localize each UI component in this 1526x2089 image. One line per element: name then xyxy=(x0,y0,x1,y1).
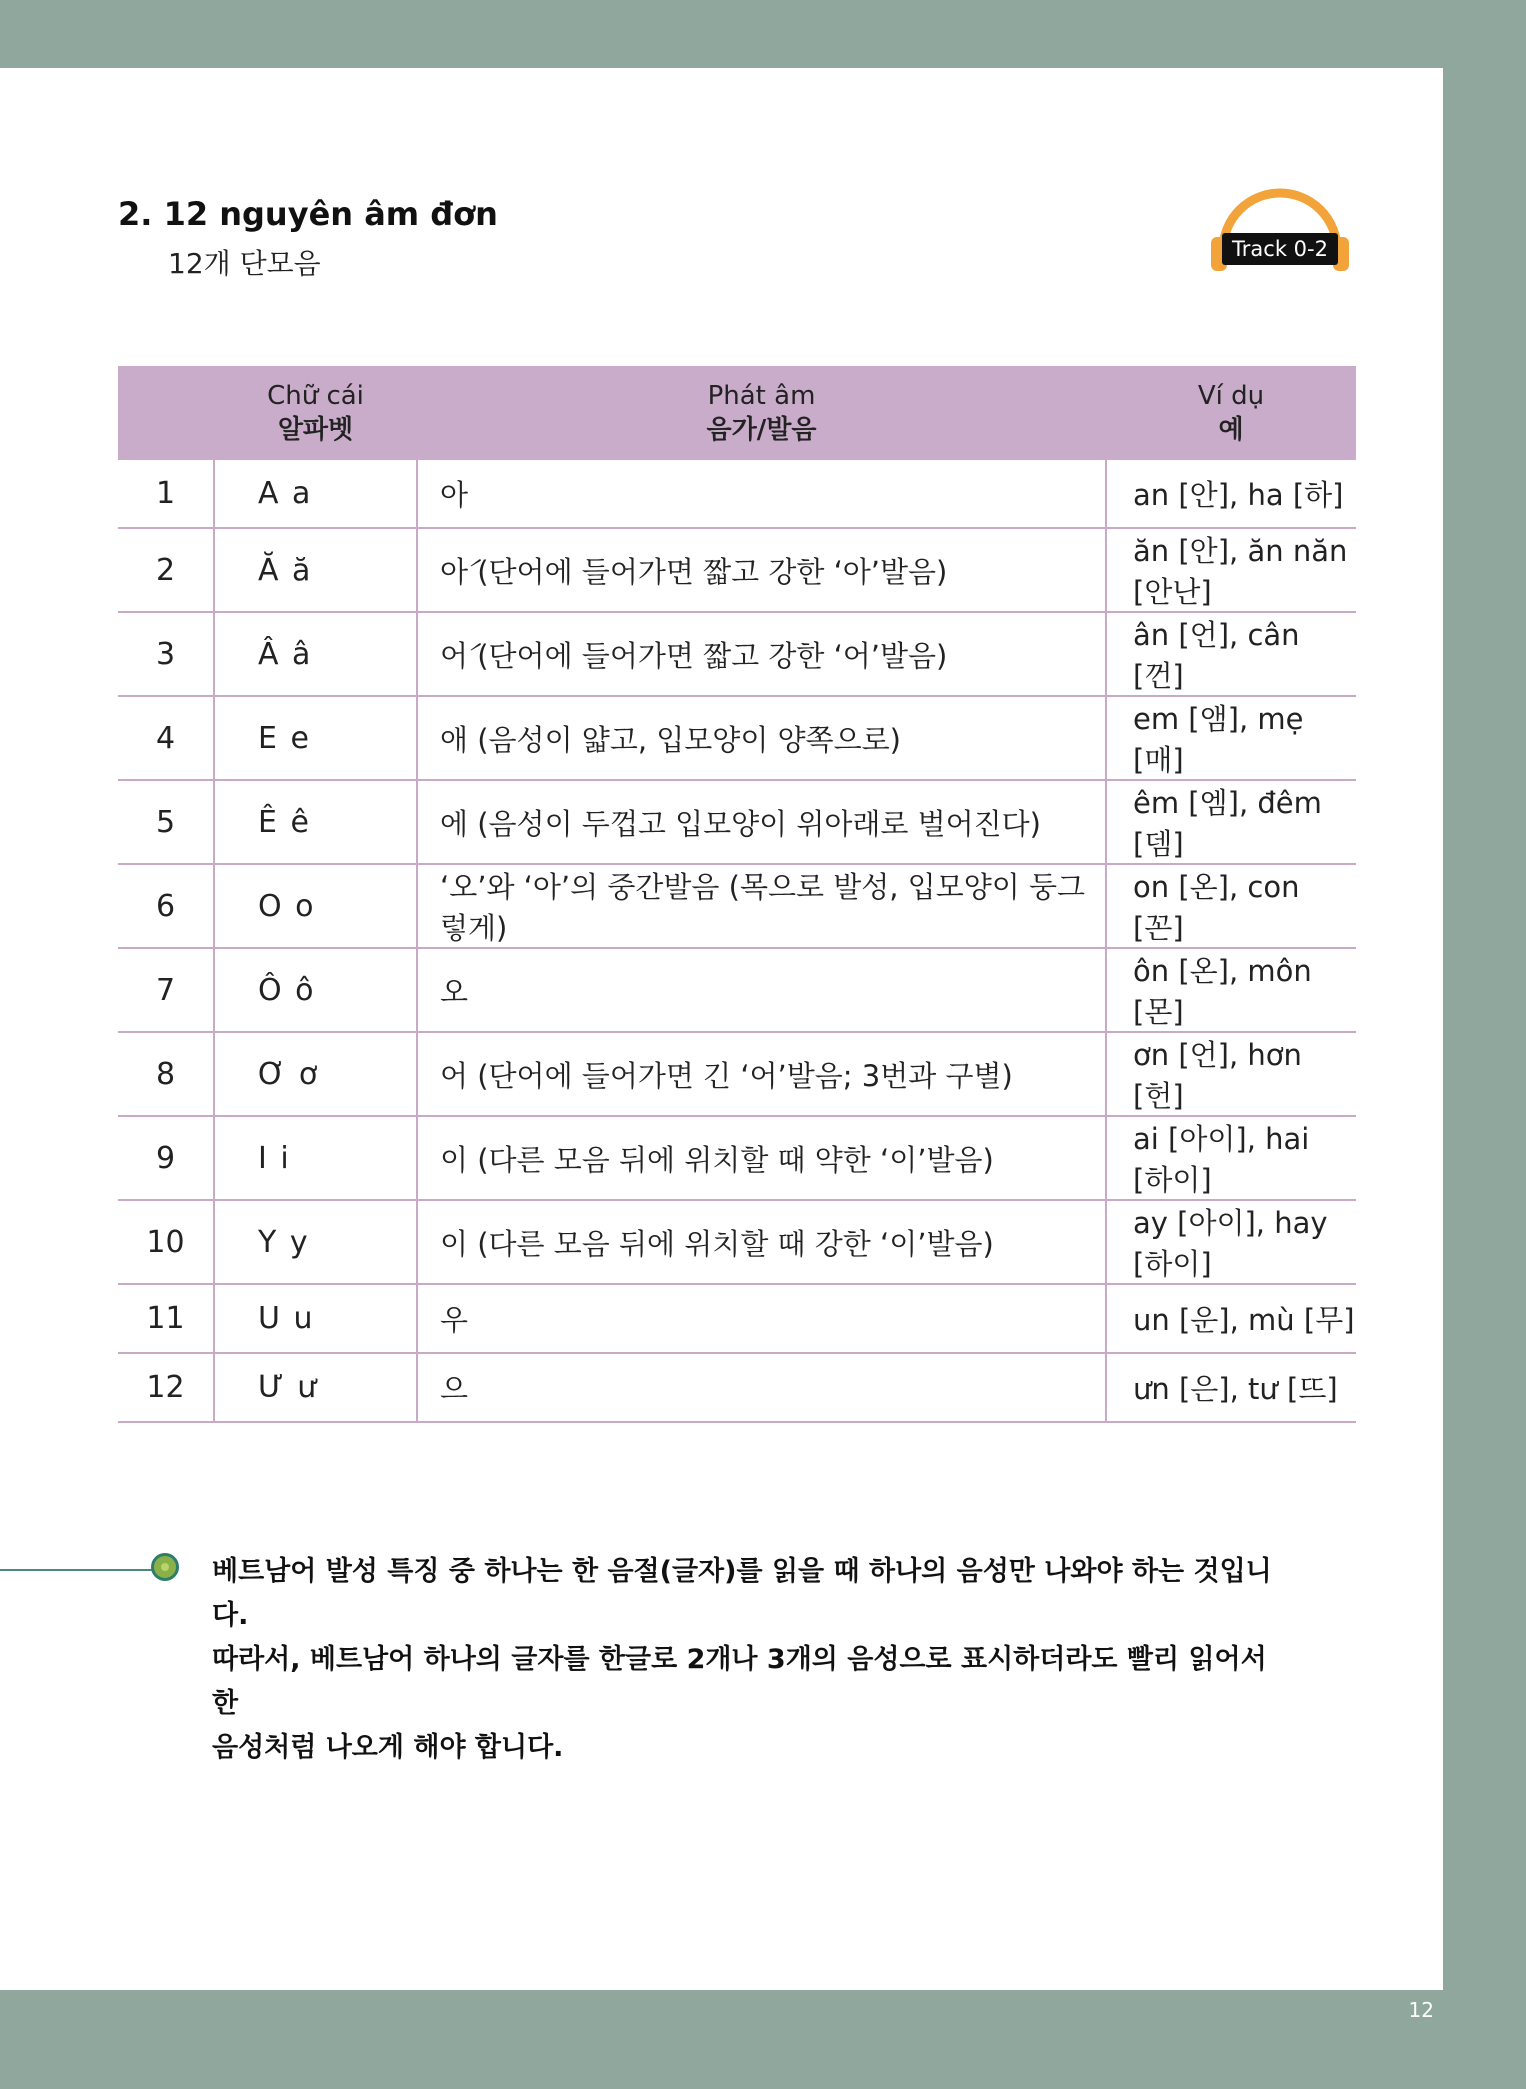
table-row xyxy=(118,1353,1356,1422)
header-number xyxy=(118,366,214,460)
section-title: 2. 12 nguyên âm đơn xyxy=(118,195,498,233)
row-letter: A a xyxy=(214,460,417,528)
header-pronunciation xyxy=(417,366,1106,460)
row-number: 3 xyxy=(118,612,214,696)
row-letter: Ê ê xyxy=(214,780,417,864)
row-letter: I i xyxy=(214,1116,417,1200)
header-letter-vi: Chữ cái xyxy=(267,381,364,411)
row-letter: Â â xyxy=(214,612,417,696)
pronunciation-note xyxy=(212,1550,1292,1770)
row-number: 11 xyxy=(118,1284,214,1353)
row-pronunciation: 으 xyxy=(417,1353,1106,1422)
row-letter: Y y xyxy=(214,1200,417,1284)
row-number: 7 xyxy=(118,948,214,1032)
row-number: 12 xyxy=(118,1353,214,1422)
row-example: êm [엠], đêm [뎀] xyxy=(1106,780,1356,864)
row-letter: Ơ ơ xyxy=(214,1032,417,1116)
row-example: ân [언], cân [껀] xyxy=(1106,612,1356,696)
row-example: ôn [온], môn [몬] xyxy=(1106,948,1356,1032)
row-number: 5 xyxy=(118,780,214,864)
audio-track-badge[interactable] xyxy=(1205,175,1355,275)
row-number: 10 xyxy=(118,1200,214,1284)
table-row xyxy=(118,696,1356,780)
header-example-vi: Ví dụ xyxy=(1197,381,1265,411)
header-example-ko: 예 xyxy=(1218,415,1244,445)
row-pronunciation: 어 (단어에 들어가면 긴 ‘어’발음; 3번과 구별) xyxy=(417,1032,1106,1116)
row-example: un [운], mù [무] xyxy=(1106,1284,1356,1353)
table-row xyxy=(118,1200,1356,1284)
header-letter-ko: 알파벳 xyxy=(277,415,354,445)
table-row xyxy=(118,864,1356,948)
row-letter: U u xyxy=(214,1284,417,1353)
table-row xyxy=(118,528,1356,612)
row-pronunciation: 오 xyxy=(417,948,1106,1032)
row-example: ăn [안], ăn năn [안난] xyxy=(1106,528,1356,612)
row-number: 4 xyxy=(118,696,214,780)
row-number: 8 xyxy=(118,1032,214,1116)
row-letter: Ư ư xyxy=(214,1353,417,1422)
row-pronunciation: 이 (다른 모음 뒤에 위치할 때 강한 ‘이’발음) xyxy=(417,1200,1106,1284)
section-subtitle: 12개 단모음 xyxy=(168,247,321,280)
row-pronunciation: 아 xyxy=(417,460,1106,528)
note-connector-line xyxy=(0,1569,153,1571)
row-example: ưn [은], tư [뜨] xyxy=(1106,1353,1356,1422)
header-pron-ko: 음가/발음 xyxy=(706,415,817,445)
table-header-row xyxy=(118,366,1356,460)
header-letter xyxy=(214,366,417,460)
row-pronunciation: 이 (다른 모음 뒤에 위치할 때 약한 ‘이’발음) xyxy=(417,1116,1106,1200)
row-pronunciation: 우 xyxy=(417,1284,1106,1353)
table-row xyxy=(118,780,1356,864)
row-letter: E e xyxy=(214,696,417,780)
row-example: an [안], ha [하] xyxy=(1106,460,1356,528)
table-row xyxy=(118,1032,1356,1116)
row-number: 1 xyxy=(118,460,214,528)
vowel-table xyxy=(118,366,1356,1423)
note-line: 따라서, 베트남어 하나의 글자를 한글로 2개나 3개의 음성으로 표시하더라도 빨리 읽어서 한 xyxy=(212,1644,1267,1719)
row-pronunciation: 에 (음성이 두껍고 입모양이 위아래로 벌어진다) xyxy=(417,780,1106,864)
row-pronunciation: 애 (음성이 얇고, 입모양이 양쪽으로) xyxy=(417,696,1106,780)
row-letter: Ô ô xyxy=(214,948,417,1032)
note-bullet-icon xyxy=(151,1553,179,1581)
header-example xyxy=(1106,366,1356,460)
row-example: ay [아이], hay [하이] xyxy=(1106,1200,1356,1284)
row-letter: Ă ă xyxy=(214,528,417,612)
page-number: 12 xyxy=(1408,1998,1434,2022)
row-number: 9 xyxy=(118,1116,214,1200)
row-pronunciation: 어́ (단어에 들어가면 짧고 강한 ‘어’발음) xyxy=(417,612,1106,696)
note-line: 베트남어 발성 특징 중 하나는 한 음절(글자)를 읽을 때 하나의 음성만 나와야 하는 것입니다. xyxy=(212,1556,1272,1631)
track-label: Track 0-2 xyxy=(1222,233,1338,265)
row-example: on [온], con [꼰] xyxy=(1106,864,1356,948)
row-number: 6 xyxy=(118,864,214,948)
row-example: ai [아이], hai [하이] xyxy=(1106,1116,1356,1200)
row-letter: O o xyxy=(214,864,417,948)
table-row xyxy=(118,948,1356,1032)
note-line: 음성처럼 나오게 해야 합니다. xyxy=(212,1732,564,1763)
row-example: em [앰], mẹ [매] xyxy=(1106,696,1356,780)
header-pron-vi: Phát âm xyxy=(707,381,816,411)
row-pronunciation: ‘오’와 ‘아’의 중간발음 (목으로 발성, 입모양이 둥그렇게) xyxy=(417,864,1106,948)
table-row xyxy=(118,460,1356,528)
row-number: 2 xyxy=(118,528,214,612)
table-row xyxy=(118,612,1356,696)
row-example: ơn [언], hơn [헌] xyxy=(1106,1032,1356,1116)
table-row xyxy=(118,1284,1356,1353)
row-pronunciation: 아́ (단어에 들어가면 짧고 강한 ‘아’발음) xyxy=(417,528,1106,612)
table-row xyxy=(118,1116,1356,1200)
